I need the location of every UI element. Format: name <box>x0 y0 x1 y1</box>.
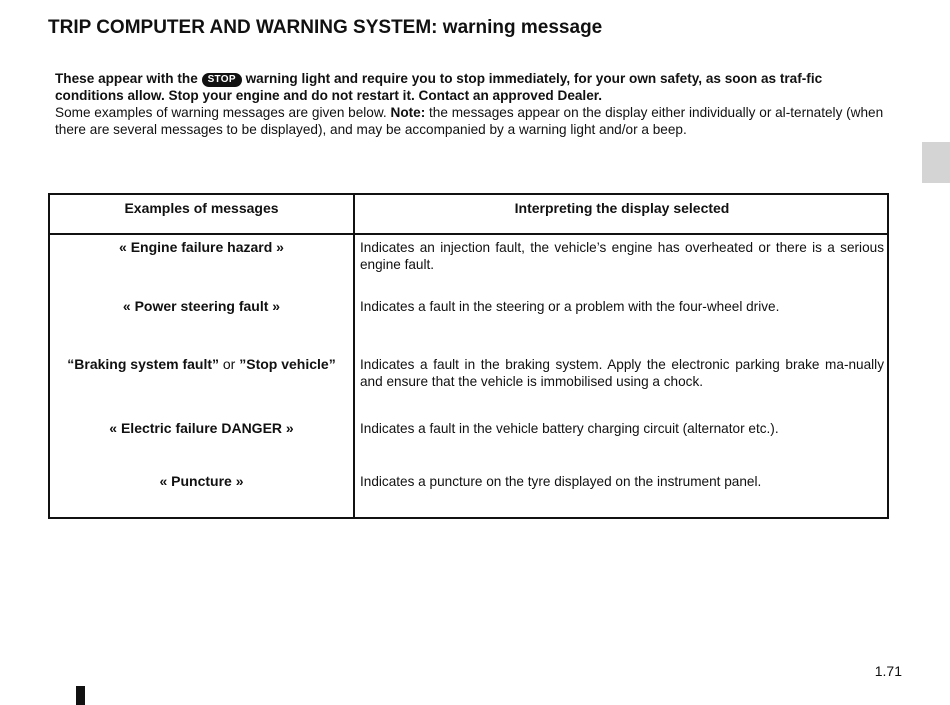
column-divider <box>353 195 355 517</box>
message-electric-failure: « Electric failure DANGER » <box>109 420 294 436</box>
header-examples: Examples of messages <box>124 200 279 216</box>
corner-mark <box>76 686 85 705</box>
interpretation-puncture: Indicates a puncture on the tyre displayed on the instrument panel. <box>360 474 762 489</box>
interpretation-power-steering: Indicates a fault in the steering or a problem with the four-wheel drive. <box>360 299 780 314</box>
warning-messages-table <box>48 193 889 519</box>
header-divider <box>50 233 887 235</box>
page-title: TRIP COMPUTER AND WARNING SYSTEM: warning message <box>48 17 603 38</box>
stop-warning-icon: STOP <box>202 73 242 87</box>
page-number: 1.71 <box>874 663 902 679</box>
interpretation-engine-failure: Indicates an injection fault, the vehicle’s engine has overheated or there is a serious engine fault. <box>360 240 884 272</box>
intro-examples-text: Some examples of warning messages are given below. <box>55 105 387 120</box>
intro-paragraph <box>55 70 887 138</box>
intro-bold-after: warning light and require you to stop immediately, for your own safety, as soon as traf-fic conditions allow. Stop your engine and do not restart it. Contact an approved Dealer. <box>55 71 823 103</box>
header-interpreting: Interpreting the display selected <box>514 200 730 216</box>
message-braking-system <box>50 356 353 372</box>
interpretation-braking-system: Indicates a fault in the braking system. Apply the electronic parking brake ma-nually and ensure that the vehicle is immobilised using a chock. <box>360 357 884 389</box>
message-braking-part2: ”Stop vehicle” <box>239 356 336 372</box>
section-tab-marker <box>922 142 950 183</box>
interpretation-electric-failure: Indicates a fault in the vehicle battery charging circuit (alternator etc.). <box>360 421 779 436</box>
message-puncture: « Puncture » <box>159 473 244 489</box>
note-label: Note: <box>390 105 426 120</box>
message-engine-failure: « Engine failure hazard » <box>119 239 284 255</box>
message-braking-or: or <box>222 356 236 372</box>
intro-bold-before: These appear with the <box>55 71 198 86</box>
message-power-steering: « Power steering fault » <box>122 298 281 314</box>
message-braking-part1: “Braking system fault” <box>67 356 219 372</box>
note-text: the messages appear on the display either individually or al-ternately (when there are several messages to be displayed), and may be accompanied by a warning light and/or a beep. <box>55 105 884 137</box>
